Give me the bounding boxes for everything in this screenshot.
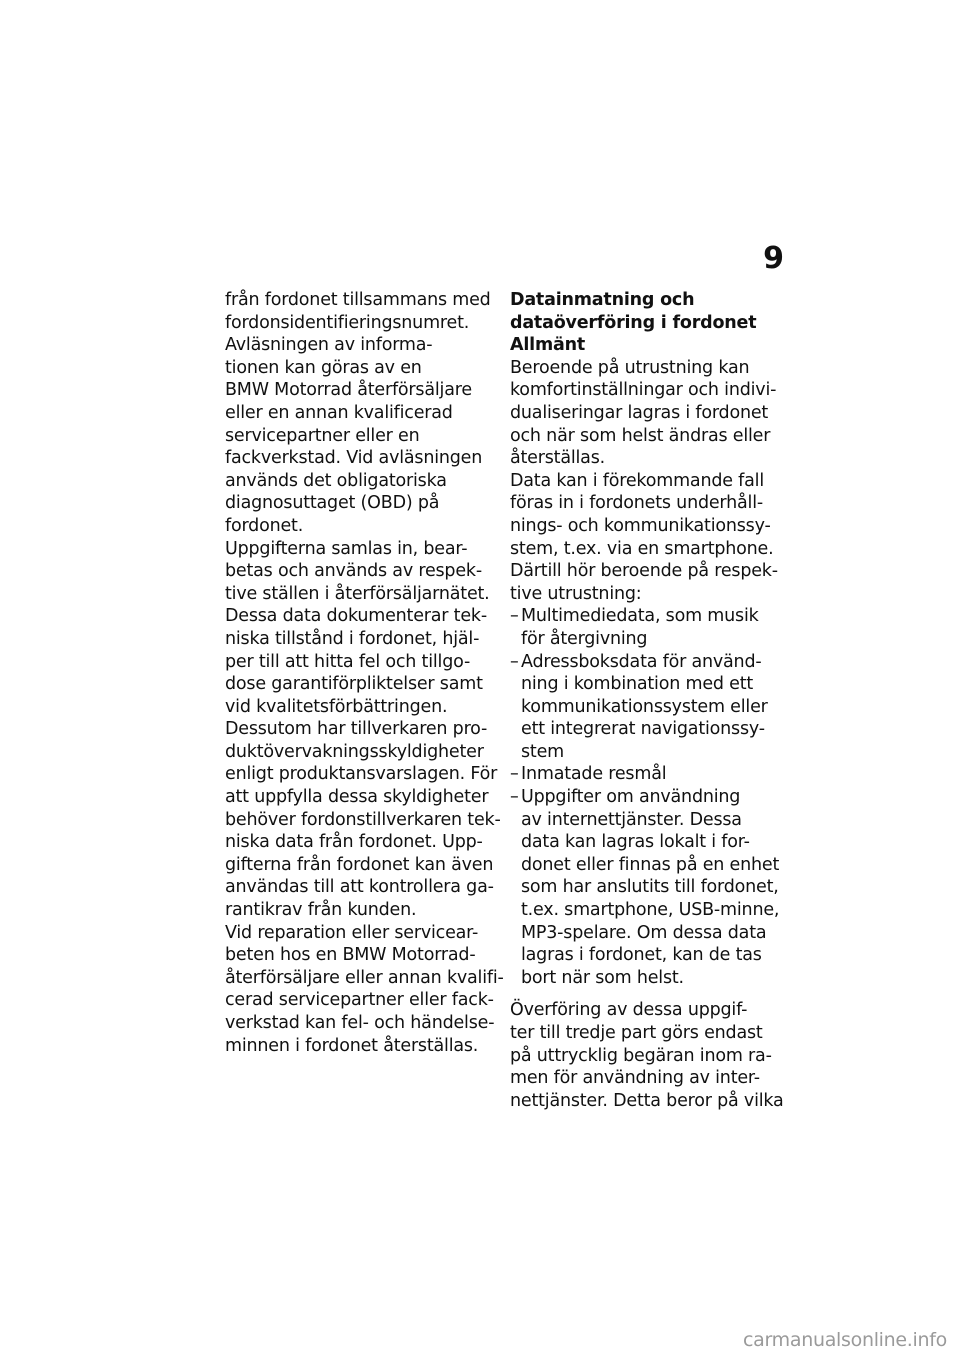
text-line: stem, t.ex. via en smartphone. [510, 538, 774, 559]
list-item-line: donet eller finnas på en enhet [521, 854, 780, 875]
text-line: ter till tredje part görs endast [510, 1023, 763, 1043]
text-line: Dessa data dokumenterar tek- [225, 606, 487, 627]
text-line: vid kvalitetsförbättringen. [225, 696, 448, 717]
section-heading: Datainmatning och [510, 290, 695, 310]
list-item-line: – Adressboksdata för använd- [510, 651, 785, 674]
list-item-line: t.ex. smartphone, USB-minne, [521, 900, 780, 921]
text-line: BMW Motorrad återförsäljare [225, 380, 472, 401]
text-line: Uppgifterna samlas in, bear- [225, 538, 468, 559]
list-item-line: för återgivning [521, 628, 648, 649]
text-line: tive utrustning: [510, 583, 642, 604]
list-item-line: bort när som helst. [521, 967, 684, 988]
text-line: Dessutom har tillverkaren pro- [225, 719, 488, 740]
list-item [510, 786, 785, 989]
text-line: Avläsningen av informa- [225, 335, 433, 356]
text-line: Vid reparation eller servicear- [225, 922, 479, 943]
list-item-line: – Multimediedata, som musik [510, 605, 785, 628]
text-line: nettjänster. Detta beror på vilka [510, 1090, 784, 1111]
list-item [510, 605, 785, 650]
text-line: Därtill hör beroende på respek- [510, 561, 778, 582]
text-line: fordonsidentifieringsnumret. [225, 312, 470, 333]
text-line: minnen i fordonet återställas. [225, 1035, 479, 1056]
text-line: servicepartner eller en [225, 425, 420, 446]
text-line: Beroende på utrustning kan [510, 357, 750, 378]
text-line: niska data från fordonet. Upp- [225, 832, 483, 853]
page-number: 9 [763, 241, 784, 276]
text-line: användas till att kontrollera ga- [225, 877, 494, 898]
text-line: tive ställen i återförsäljarnätet. [225, 583, 490, 604]
text-line: gifterna från fordonet kan även [225, 854, 494, 875]
text-line: duktövervakningsskyldigheter [225, 741, 484, 762]
text-line: verkstad kan fel- och händelse- [225, 1013, 495, 1033]
left-column [225, 289, 504, 1057]
text-line: på uttrycklig begäran inom ra- [510, 1045, 772, 1066]
text-line: beten hos en BMW Motorrad- [225, 945, 476, 966]
text-line: Data kan i förekommande fall [510, 470, 764, 491]
list-item-line: kommunikationssystem eller [521, 696, 768, 717]
text-line: behöver fordonstillverkaren tek- [225, 809, 501, 830]
text-line: eller en annan kvalificerad [225, 402, 453, 423]
text-line: Överföring av dessa uppgif- [510, 1000, 748, 1021]
text-line: återställas. [510, 448, 605, 469]
list-item-line: – Uppgifter om användning [510, 786, 785, 809]
right-column [510, 289, 785, 1112]
text-line: används det obligatoriska [225, 470, 447, 491]
text-line: från fordonet tillsammans med [225, 290, 491, 310]
list-item-line: som har anslutits till fordonet, [521, 877, 779, 898]
paragraph-gap [510, 989, 785, 999]
text-line: niska tillstånd i fordonet, hjäl- [225, 628, 480, 649]
text-line: fackverkstad. Vid avläsningen [225, 448, 483, 469]
list-item-line: av internettjänster. Dessa [521, 809, 742, 830]
list-item-line: lagras i fordonet, kan de tas [521, 945, 762, 966]
text-line: betas och används av respek- [225, 561, 482, 582]
watermark: carmanualsonline.info [743, 1329, 947, 1351]
text-line: rantikrav från kunden. [225, 900, 417, 921]
text-line: enligt produktansvarslagen. För [225, 764, 498, 785]
text-line: diagnosuttaget (OBD) på [225, 493, 440, 514]
text-line: föras in i fordonets underhåll- [510, 493, 763, 514]
list-item-line: ning i kombination med ett [521, 674, 754, 695]
list-item-line: MP3-spelare. Om dessa data [521, 922, 767, 943]
text-line: men för användning av inter- [510, 1068, 760, 1089]
list-item-line: ett integrerat navigationssy- [521, 719, 765, 740]
list-item [510, 763, 785, 786]
section-heading: dataöverföring i fordonet [510, 312, 757, 333]
text-line: att uppfylla dessa skyldigheter [225, 787, 489, 808]
text-line: och när som helst ändras eller [510, 425, 771, 446]
text-line: komfortinställningar och indivi- [510, 380, 777, 401]
list-item [510, 651, 785, 764]
text-line: dose garantiförpliktelser samt [225, 674, 483, 695]
text-line: dualiseringar lagras i fordonet [510, 402, 769, 423]
text-line: fordonet. [225, 515, 304, 536]
list-item-line: stem [521, 741, 564, 762]
text-line: nings- och kommunikationssy- [510, 515, 771, 536]
text-line: per till att hitta fel och tillgo- [225, 651, 471, 672]
text-line: cerad servicepartner eller fack- [225, 990, 494, 1011]
subheading: Allmänt [510, 335, 586, 356]
list-item-line: data kan lagras lokalt i for- [521, 832, 750, 853]
list-item-line: – Inmatade resmål [510, 763, 785, 786]
text-line: återförsäljare eller annan kvalifi- [225, 967, 504, 988]
text-line: tionen kan göras av en [225, 357, 422, 378]
